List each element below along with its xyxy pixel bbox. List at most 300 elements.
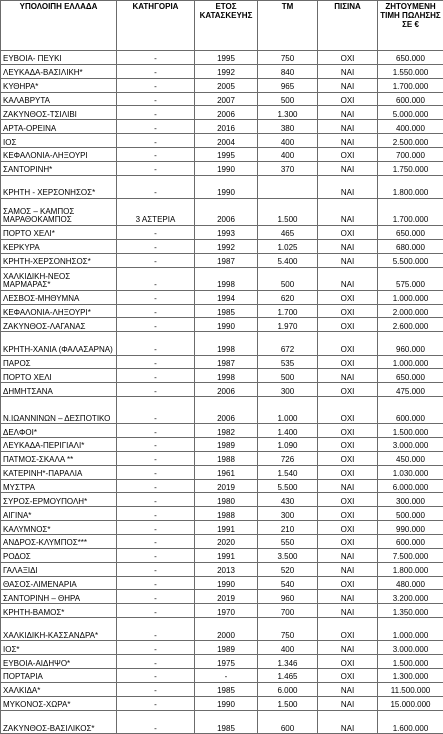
cell-year-built: 2020 [195, 535, 258, 549]
cell-square-meters: 370 [258, 161, 318, 175]
cell-category: - [117, 51, 195, 65]
cell-location: ΚΑΛΑΒΡΥΤΑ [1, 92, 117, 106]
cell-square-meters: 500 [258, 369, 318, 383]
cell-location: ΖΑΚΥΝΘΟΣ-ΛΑΓΑΝΑΣ [1, 318, 117, 332]
cell-category: - [117, 267, 195, 290]
cell-location: ΧΑΛΚΙΔΑ* [1, 682, 117, 696]
cell-asking-price: 2.600.000 [378, 318, 443, 332]
cell-asking-price: 990.000 [378, 521, 443, 535]
cell-location: ΚΡΗΤΗ - ΧΕΡΣΟΝΗΣΟΣ* [1, 175, 117, 198]
table-row [1, 290, 443, 304]
cell-category: - [117, 92, 195, 106]
cell-pool: ΝΑΙ [318, 161, 378, 175]
cell-pool: ΟΧΙ [318, 148, 378, 162]
cell-pool: ΝΑΙ [318, 369, 378, 383]
cell-asking-price: 600.000 [378, 92, 443, 106]
cell-category: - [117, 576, 195, 590]
cell-year-built: 1992 [195, 239, 258, 253]
cell-year-built: 1990 [195, 161, 258, 175]
table-row [1, 696, 443, 710]
cell-pool: ΟΧΙ [318, 304, 378, 318]
cell-year-built: 1990 [195, 175, 258, 198]
cell-year-built: 1991 [195, 548, 258, 562]
cell-year-built: 1995 [195, 51, 258, 65]
cell-asking-price: 680.000 [378, 239, 443, 253]
cell-year-built: 1990 [195, 318, 258, 332]
cell-category: - [117, 148, 195, 162]
cell-year-built: 2006 [195, 397, 258, 424]
cell-category: - [117, 669, 195, 683]
cell-category: - [117, 696, 195, 710]
cell-location: ΧΑΛΚΙΔΙΚΗ-ΝΕΟΣ ΜΑΡΜΑΡΑΣ* [1, 267, 117, 290]
table-row [1, 562, 443, 576]
cell-category: - [117, 134, 195, 148]
cell-pool: ΝΑΙ [318, 198, 378, 225]
cell-year-built: 1970 [195, 604, 258, 618]
cell-location: ΑΡΤΑ-ΟΡΕΙΝΑ [1, 120, 117, 134]
cell-square-meters: 1.500 [258, 198, 318, 225]
cell-category: - [117, 465, 195, 479]
cell-square-meters: 1.025 [258, 239, 318, 253]
cell-pool: ΟΧΙ [318, 424, 378, 438]
cell-asking-price: 1.000.000 [378, 290, 443, 304]
cell-square-meters: 400 [258, 148, 318, 162]
cell-year-built: 1993 [195, 225, 258, 239]
table-row [1, 507, 443, 521]
cell-pool: ΟΧΙ [318, 397, 378, 424]
cell-pool: ΝΑΙ [318, 682, 378, 696]
table-row [1, 604, 443, 618]
table-row [1, 669, 443, 683]
cell-year-built: 2013 [195, 562, 258, 576]
header-year-built: ΕΤΟΣ ΚΑΤΑΣΚΕΥΗΣ [195, 1, 258, 51]
cell-asking-price: 2.500.000 [378, 134, 443, 148]
cell-year-built: 1975 [195, 655, 258, 669]
cell-square-meters: 5.400 [258, 253, 318, 267]
cell-location: ΑΝΔΡΟΣ-ΚΛΥΜΠΟΣ*** [1, 535, 117, 549]
cell-pool: ΟΧΙ [318, 451, 378, 465]
table-row [1, 332, 443, 355]
cell-square-meters: 1.346 [258, 655, 318, 669]
cell-asking-price: 450.000 [378, 451, 443, 465]
cell-category: - [117, 507, 195, 521]
cell-year-built: 1987 [195, 355, 258, 369]
cell-square-meters: 700 [258, 604, 318, 618]
table-row [1, 51, 443, 65]
cell-pool: ΟΧΙ [318, 535, 378, 549]
cell-location: ΚΡΗΤΗ-ΧΑΝΙΑ (ΦΑΛΑΣΑΡΝΑ) [1, 332, 117, 355]
cell-year-built: 2019 [195, 590, 258, 604]
table-row [1, 198, 443, 225]
cell-asking-price: 15.000.000 [378, 696, 443, 710]
cell-square-meters: 726 [258, 451, 318, 465]
table-row [1, 369, 443, 383]
cell-square-meters: 465 [258, 225, 318, 239]
cell-asking-price: 1.000.000 [378, 355, 443, 369]
cell-pool: ΟΧΙ [318, 521, 378, 535]
cell-year-built: 2006 [195, 198, 258, 225]
cell-asking-price: 300.000 [378, 493, 443, 507]
header-category: ΚΑΤΗΓΟΡΙΑ [117, 1, 195, 51]
cell-pool: ΟΧΙ [318, 669, 378, 683]
cell-pool: ΟΧΙ [318, 493, 378, 507]
cell-year-built: 1988 [195, 507, 258, 521]
cell-asking-price: 500.000 [378, 507, 443, 521]
cell-category: - [117, 369, 195, 383]
table-row [1, 318, 443, 332]
cell-category: - [117, 225, 195, 239]
cell-year-built: 1989 [195, 438, 258, 452]
cell-category: - [117, 78, 195, 92]
cell-category: - [117, 655, 195, 669]
cell-category: - [117, 64, 195, 78]
cell-location: ΚΕΦΑΛΟΝΙΑ-ΛΗΞΟΥΡΙ* [1, 304, 117, 318]
cell-pool: ΟΧΙ [318, 290, 378, 304]
cell-category: - [117, 161, 195, 175]
cell-location: ΣΑΝΤΟΡΙΝΗ* [1, 161, 117, 175]
cell-square-meters: 1.000 [258, 397, 318, 424]
cell-square-meters: 1.970 [258, 318, 318, 332]
cell-category: 3 ΑΣΤΕΡΙΑ [117, 198, 195, 225]
cell-year-built: 1985 [195, 304, 258, 318]
table-row [1, 355, 443, 369]
cell-location: ΠΟΡΤΑΡΙΑ [1, 669, 117, 683]
cell-location: ΚΡΗΤΗ-ΧΕΡΣΟΝΗΣΟΣ* [1, 253, 117, 267]
table-row [1, 239, 443, 253]
cell-location: ΛΕΥΚΑΔΑ-ΒΑΣΙΛΙΚΗ* [1, 64, 117, 78]
cell-location: ΘΑΣΟΣ-ΛΙΜΕΝΑΡΙΑ [1, 576, 117, 590]
cell-asking-price: 1.550.000 [378, 64, 443, 78]
cell-location: ΡΟΔΟΣ [1, 548, 117, 562]
cell-location: ΠΟΡΤΟ ΧΕΛΙ* [1, 225, 117, 239]
table-row [1, 576, 443, 590]
cell-square-meters: 550 [258, 535, 318, 549]
cell-asking-price: 3.000.000 [378, 438, 443, 452]
cell-square-meters: 672 [258, 332, 318, 355]
cell-asking-price: 400.000 [378, 120, 443, 134]
cell-square-meters: 430 [258, 493, 318, 507]
cell-location: ΚΑΤΕΡΙΝΗ*-ΠΑΡΑΛΙΑ [1, 465, 117, 479]
cell-asking-price: 960.000 [378, 332, 443, 355]
cell-square-meters: 1.090 [258, 438, 318, 452]
cell-category: - [117, 451, 195, 465]
cell-asking-price: 7.500.000 [378, 548, 443, 562]
cell-location: ΕΥΒΟΙΑ-ΑΙΔΗΨΟ* [1, 655, 117, 669]
cell-year-built: 1995 [195, 148, 258, 162]
cell-category: - [117, 397, 195, 424]
cell-location: ΚΕΡΚΥΡΑ [1, 239, 117, 253]
table-row [1, 710, 443, 733]
cell-location: ΠΑΡΟΣ [1, 355, 117, 369]
cell-square-meters: 1.300 [258, 106, 318, 120]
cell-square-meters: 1.400 [258, 424, 318, 438]
table-row [1, 106, 443, 120]
cell-year-built: 2005 [195, 78, 258, 92]
cell-square-meters: 960 [258, 590, 318, 604]
cell-year-built: 1980 [195, 493, 258, 507]
cell-asking-price: 11.500.000 [378, 682, 443, 696]
cell-year-built: 1987 [195, 253, 258, 267]
cell-category: - [117, 562, 195, 576]
cell-asking-price: 3.000.000 [378, 641, 443, 655]
cell-location: ΚΡΗΤΗ-ΒΑΜΟΣ* [1, 604, 117, 618]
cell-square-meters: 500 [258, 92, 318, 106]
cell-square-meters: 1.540 [258, 465, 318, 479]
cell-year-built: 1991 [195, 521, 258, 535]
cell-category: - [117, 535, 195, 549]
cell-year-built: 1985 [195, 710, 258, 733]
table-row [1, 451, 443, 465]
cell-category: - [117, 618, 195, 641]
cell-category: - [117, 521, 195, 535]
table-row [1, 383, 443, 397]
cell-square-meters: 300 [258, 507, 318, 521]
table-body [1, 51, 443, 734]
cell-square-meters: 300 [258, 383, 318, 397]
cell-pool: ΝΑΙ [318, 710, 378, 733]
cell-asking-price: 5.500.000 [378, 253, 443, 267]
table-row [1, 479, 443, 493]
cell-square-meters: 210 [258, 521, 318, 535]
cell-square-meters [258, 175, 318, 198]
cell-location: ΖΑΚΥΝΘΟΣ-ΒΑΣΙΛΙΚΟΣ* [1, 710, 117, 733]
cell-square-meters: 3.500 [258, 548, 318, 562]
cell-pool: ΝΑΙ [318, 479, 378, 493]
cell-year-built: 1989 [195, 641, 258, 655]
cell-pool: ΟΧΙ [318, 355, 378, 369]
cell-year-built: 1988 [195, 451, 258, 465]
table-row [1, 148, 443, 162]
table-row [1, 161, 443, 175]
cell-asking-price: 1.800.000 [378, 175, 443, 198]
cell-location: ΣΑΝΤΟΡΙΝΗ – ΘΗΡΑ [1, 590, 117, 604]
cell-category: - [117, 548, 195, 562]
cell-year-built: 2006 [195, 383, 258, 397]
cell-pool: ΝΑΙ [318, 696, 378, 710]
cell-category: - [117, 424, 195, 438]
cell-category: - [117, 682, 195, 696]
cell-asking-price: 5.000.000 [378, 106, 443, 120]
cell-pool: ΟΧΙ [318, 225, 378, 239]
table-row [1, 641, 443, 655]
header-pool: ΠΙΣΙΝΑ [318, 1, 378, 51]
cell-location: ΛΕΣΒΟΣ-ΜΗΘΥΜΝΑ [1, 290, 117, 304]
table-row [1, 424, 443, 438]
cell-location: ΙΟΣ [1, 134, 117, 148]
table-row [1, 253, 443, 267]
cell-asking-price: 3.200.000 [378, 590, 443, 604]
cell-pool: ΝΑΙ [318, 120, 378, 134]
cell-year-built: 1982 [195, 424, 258, 438]
table-row [1, 120, 443, 134]
cell-category: - [117, 304, 195, 318]
cell-location: ΕΥΒΟΙΑ- ΠΕΥΚΙ [1, 51, 117, 65]
cell-asking-price: 600.000 [378, 397, 443, 424]
cell-location: ΛΕΥΚΑΔΑ-ΠΕΡΙΓΙΑΛΙ* [1, 438, 117, 452]
cell-asking-price: 6.000.000 [378, 479, 443, 493]
table-row [1, 397, 443, 424]
cell-pool: ΟΧΙ [318, 655, 378, 669]
cell-asking-price: 600.000 [378, 535, 443, 549]
table-row [1, 78, 443, 92]
cell-year-built: 1961 [195, 465, 258, 479]
table-row [1, 64, 443, 78]
cell-square-meters: 520 [258, 562, 318, 576]
cell-location: ΚΑΛΥΜΝΟΣ* [1, 521, 117, 535]
cell-year-built: - [195, 669, 258, 683]
cell-asking-price: 575.000 [378, 267, 443, 290]
cell-square-meters: 380 [258, 120, 318, 134]
cell-location: ΜΥΚΟΝΟΣ-ΧΩΡΑ* [1, 696, 117, 710]
cell-year-built: 2007 [195, 92, 258, 106]
cell-square-meters: 600 [258, 710, 318, 733]
cell-category: - [117, 383, 195, 397]
cell-asking-price: 480.000 [378, 576, 443, 590]
cell-asking-price: 1.600.000 [378, 710, 443, 733]
cell-asking-price: 1.700.000 [378, 198, 443, 225]
table-row [1, 267, 443, 290]
cell-square-meters: 5.500 [258, 479, 318, 493]
cell-year-built: 1998 [195, 267, 258, 290]
cell-category: - [117, 106, 195, 120]
cell-year-built: 1992 [195, 64, 258, 78]
cell-year-built: 1990 [195, 696, 258, 710]
cell-location: ΔΗΜΗΤΣΑΝΑ [1, 383, 117, 397]
cell-pool: ΟΧΙ [318, 465, 378, 479]
cell-location: ΠΟΡΤΟ ΧΕΛΙ [1, 369, 117, 383]
table-row [1, 465, 443, 479]
cell-pool: ΝΑΙ [318, 641, 378, 655]
cell-pool: ΝΑΙ [318, 590, 378, 604]
cell-asking-price: 1.500.000 [378, 424, 443, 438]
cell-location: ΜΥΣΤΡΑ [1, 479, 117, 493]
header-square-meters: ΤΜ [258, 1, 318, 51]
cell-year-built: 1994 [195, 290, 258, 304]
cell-square-meters: 965 [258, 78, 318, 92]
cell-asking-price: 650.000 [378, 225, 443, 239]
cell-pool: ΝΑΙ [318, 267, 378, 290]
cell-pool: ΝΑΙ [318, 78, 378, 92]
cell-category: - [117, 175, 195, 198]
table-row [1, 175, 443, 198]
cell-asking-price: 475.000 [378, 383, 443, 397]
cell-square-meters: 535 [258, 355, 318, 369]
table-row [1, 225, 443, 239]
table-row [1, 535, 443, 549]
cell-category: - [117, 355, 195, 369]
cell-pool: ΝΑΙ [318, 604, 378, 618]
cell-category: - [117, 438, 195, 452]
cell-pool: ΝΑΙ [318, 134, 378, 148]
table-row [1, 493, 443, 507]
cell-square-meters: 1.700 [258, 304, 318, 318]
cell-category: - [117, 590, 195, 604]
table-row [1, 682, 443, 696]
cell-pool: ΝΑΙ [318, 175, 378, 198]
cell-location: ΧΑΛΚΙΔΙΚΗ-ΚΑΣΣΑΝΔΡΑ* [1, 618, 117, 641]
cell-category: - [117, 332, 195, 355]
cell-location: ΙΟΣ* [1, 641, 117, 655]
cell-square-meters: 1.465 [258, 669, 318, 683]
cell-year-built: 1998 [195, 332, 258, 355]
cell-pool: ΝΑΙ [318, 562, 378, 576]
cell-pool: ΝΑΙ [318, 548, 378, 562]
cell-square-meters: 6.000 [258, 682, 318, 696]
cell-category: - [117, 604, 195, 618]
cell-asking-price: 1.300.000 [378, 669, 443, 683]
cell-asking-price: 1.500.000 [378, 655, 443, 669]
table-row [1, 618, 443, 641]
cell-category: - [117, 290, 195, 304]
cell-asking-price: 1.750.000 [378, 161, 443, 175]
cell-category: - [117, 493, 195, 507]
cell-location: Ν.ΙΩΑΝΝΙΝΩΝ – ΔΕΣΠΟΤΙΚΟ [1, 397, 117, 424]
cell-location: ΚΕΦΑΛΟΝΙΑ-ΛΗΞΟΥΡΙ [1, 148, 117, 162]
cell-pool: ΟΧΙ [318, 332, 378, 355]
cell-square-meters: 540 [258, 576, 318, 590]
table-row [1, 438, 443, 452]
cell-pool: ΟΧΙ [318, 383, 378, 397]
table-row [1, 548, 443, 562]
cell-location: ΠΑΤΜΟΣ-ΣΚΑΛΑ ** [1, 451, 117, 465]
cell-year-built: 1990 [195, 576, 258, 590]
cell-asking-price: 650.000 [378, 369, 443, 383]
cell-year-built: 2000 [195, 618, 258, 641]
cell-pool: ΟΧΙ [318, 618, 378, 641]
cell-location: ΑΙΓΙΝΑ* [1, 507, 117, 521]
cell-square-meters: 400 [258, 641, 318, 655]
cell-year-built: 1998 [195, 369, 258, 383]
cell-pool: ΝΑΙ [318, 239, 378, 253]
cell-asking-price: 1.800.000 [378, 562, 443, 576]
cell-asking-price: 2.000.000 [378, 304, 443, 318]
header-asking-price: ΖΗΤΟΥΜΕΝΗ ΤΙΜΗ ΠΩΛΗΣΗΣ ΣΕ € [378, 1, 443, 51]
table-header-row [1, 1, 443, 51]
header-location: ΥΠΟΛΟΙΠΗ ΕΛΛΑΔΑ [1, 1, 117, 51]
cell-year-built: 2019 [195, 479, 258, 493]
table-row [1, 92, 443, 106]
cell-square-meters: 1.500 [258, 696, 318, 710]
cell-pool: ΝΑΙ [318, 64, 378, 78]
cell-pool: ΟΧΙ [318, 576, 378, 590]
cell-pool: ΟΧΙ [318, 51, 378, 65]
cell-asking-price: 1.700.000 [378, 78, 443, 92]
table-row [1, 521, 443, 535]
cell-category: - [117, 479, 195, 493]
cell-pool: ΟΧΙ [318, 318, 378, 332]
cell-location: ΖΑΚΥΝΘΟΣ-ΤΣΙΛΙΒΙ [1, 106, 117, 120]
cell-location: ΣΥΡΟΣ-ΕΡΜΟΥΠΟΛΗ* [1, 493, 117, 507]
cell-category: - [117, 120, 195, 134]
cell-asking-price: 700.000 [378, 148, 443, 162]
cell-category: - [117, 641, 195, 655]
table-row [1, 590, 443, 604]
cell-asking-price: 1.030.000 [378, 465, 443, 479]
cell-pool: ΟΧΙ [318, 92, 378, 106]
cell-location: ΔΕΛΦΟΙ* [1, 424, 117, 438]
cell-square-meters: 750 [258, 618, 318, 641]
cell-category: - [117, 710, 195, 733]
cell-category: - [117, 239, 195, 253]
cell-category: - [117, 318, 195, 332]
cell-year-built: 2016 [195, 120, 258, 134]
cell-square-meters: 750 [258, 51, 318, 65]
cell-location: ΓΑΛΑΞΙΔΙ [1, 562, 117, 576]
cell-asking-price: 650.000 [378, 51, 443, 65]
cell-year-built: 2006 [195, 106, 258, 120]
cell-pool: ΝΑΙ [318, 106, 378, 120]
table-row [1, 304, 443, 318]
